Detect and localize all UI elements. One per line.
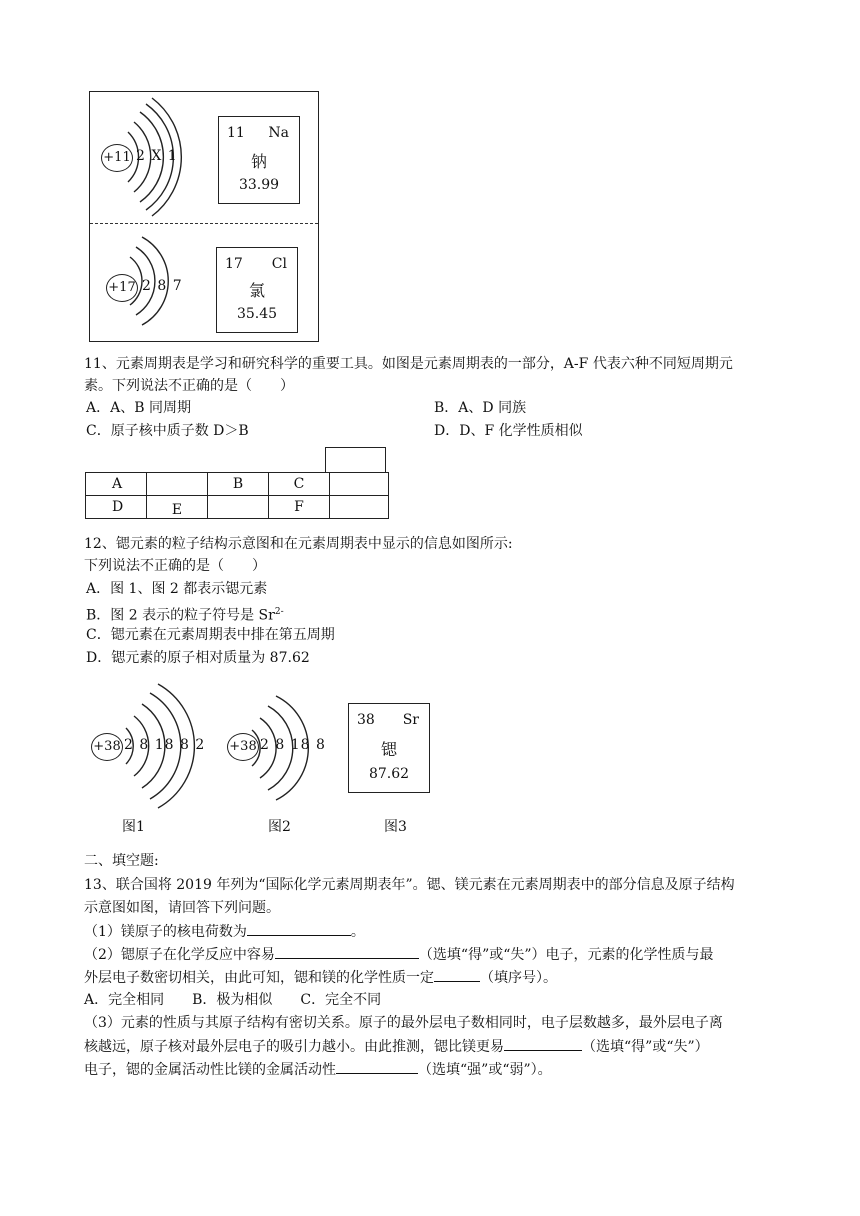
q13-part3-text-c: （选填“得”或“失”） [582,1039,709,1055]
q13-part3-line2 [84,1036,709,1057]
q13-part2-line1 [84,944,714,965]
fig2-caption: 图2 [268,819,291,835]
fig1-electron-shells: 2 8 18 8 2 [124,737,206,753]
table-cell-empty [330,473,389,496]
periodic-table-top-cell [325,447,386,472]
table-cell-d: D [86,496,147,519]
fig2-nucleus: +38 [227,733,259,761]
table-cell-c: C [269,473,330,496]
cl-nucleus: +17 [106,274,138,302]
sr-symbol: Sr [402,712,419,728]
na-name: 钠 [250,152,267,171]
q13-part2-text-d: （填序号）。 [480,970,557,986]
na-atomic-number: 11 [227,125,245,141]
periodic-table-fragment [85,472,389,519]
na-cl-figure [89,91,319,342]
q13-stem-line1: 13、联合国将 2019 年列为“国际化学元素周期表年”。锶、镁元素在元素周期表中的部分信息及原子结构 [84,877,735,893]
table-cell-b: B [208,473,269,496]
table-cell-empty [147,473,208,496]
fig1-nucleus: +38 [91,733,123,761]
q11-option-a: A．A、B 同周期 [86,400,191,416]
q13-part1-end: 。 [350,924,365,940]
q13-part2-text-c: 外层电子数密切相关，由此可知，锶和镁的化学性质一定 [84,970,434,986]
q11-stem-line1: 11、元素周期表是学习和研究科学的重要工具。如图是元素周期表的一部分，A-F 代表六种不同短周期元 [84,356,733,372]
q13-blank-4[interactable] [504,1036,582,1051]
cl-symbol: Cl [271,256,287,272]
q12-stem-line2: 下列说法不正确的是（ ） [84,558,266,574]
q13-part1 [84,921,365,942]
q12-option-b [86,602,284,626]
q12-option-a: A．图 1、图 2 都表示锶元素 [86,581,268,597]
q11-stem-line2: 素。下列说法不正确的是（ ） [84,378,294,394]
q13-part3-line3 [84,1059,552,1080]
cl-element-card [216,247,298,333]
table-cell-empty [208,496,269,519]
table-cell-f: F [269,496,330,519]
fig1-caption: 图1 [122,819,145,835]
q13-choices: A．完全相同 B．极为相似 C．完全不同 [84,992,382,1008]
q13-part3-text-e: （选填“强”或“弱”）。 [418,1062,552,1078]
q13-part2-line2 [84,967,557,988]
q12-option-b-text: B．图 2 表示的粒子符号是 Sr [86,607,275,624]
q11-option-d: D．D、F 化学性质相似 [434,423,583,439]
na-mass: 33.99 [238,177,280,193]
q11-option-b: B．A、D 同族 [434,400,527,416]
q13-part3-text-d: 电子，锶的金属活动性比镁的金属活动性 [84,1062,336,1078]
sr-atomic-number: 38 [357,712,375,728]
q13-part3-text-b: 核越远，原子核对最外层电子的吸引力越小。由此推测，锶比镁更易 [84,1039,504,1055]
q13-blank-2[interactable] [275,944,419,959]
cl-electron-shells: 2 8 7 [142,278,183,294]
cl-mass: 35.45 [236,306,278,322]
figure-divider [90,223,318,224]
table-cell-empty [330,496,389,519]
sr-name: 锶 [380,740,397,759]
cl-atomic-number: 17 [225,256,243,272]
fig2-electron-shells: 2 8 18 8 [260,737,326,753]
sr-element-card [348,703,430,793]
q13-part1-text: （1）镁原子的核电荷数为 [84,924,247,940]
q12-stem-line1: 12、锶元素的粒子结构示意图和在元素周期表中显示的信息如图所示: [84,536,513,552]
sr-mass: 87.62 [368,766,410,782]
q13-stem-line2: 示意图如图，请回答下列问题。 [84,900,280,916]
q13-blank-5[interactable] [336,1059,418,1074]
q13-part3-line1: （3）元素的性质与其原子结构有密切关系。原子的最外层电子数相同时，电子层数越多，最外层电子离 [84,1015,723,1031]
q13-part2-text-b: （选填“得”或“失”）电子，元素的化学性质与最 [418,947,714,963]
q12-option-d: D．锶元素的原子相对质量为 87.62 [86,650,310,666]
q12-option-b-charge: 2- [274,607,284,617]
na-nucleus: +11 [101,144,133,172]
table-cell-e: E [147,496,208,519]
q12-option-c: C．锶元素在元素周期表中排在第五周期 [86,627,335,643]
table-cell-a: A [86,473,147,496]
fig3-caption: 图3 [384,819,407,835]
q11-option-c: C．原子核中质子数 D＞B [86,423,249,439]
q13-blank-1[interactable] [247,921,351,936]
cl-name: 氯 [248,281,265,300]
q13-part2-text-a: （2）锶原子在化学反应中容易 [84,947,275,963]
q13-blank-3[interactable] [434,967,480,982]
section-title: 二、填空题: [84,853,159,869]
na-symbol: Na [268,125,289,141]
na-element-card [218,116,300,204]
na-electron-shells: 2 X 1 [136,148,178,164]
